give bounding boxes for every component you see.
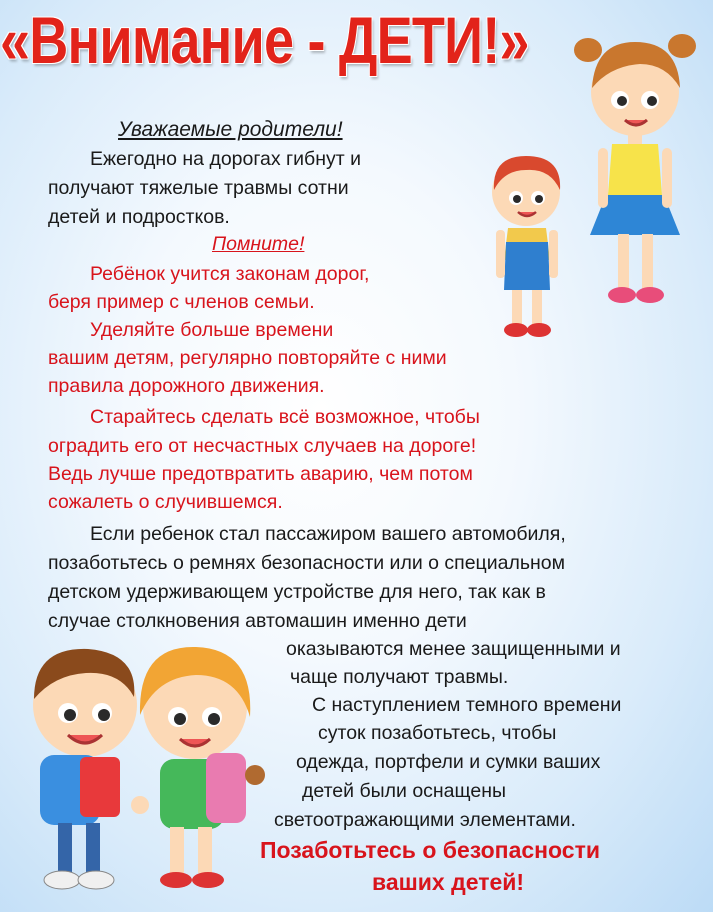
advice-line: Уделяйте больше времени xyxy=(90,319,334,341)
advice-line: Старайтесь сделать всё возможное, чтобы xyxy=(90,406,480,428)
safety-line: детей были оснащены xyxy=(302,780,506,802)
safety-line: чаще получают травмы. xyxy=(290,666,509,688)
intro-line: детей и подростков. xyxy=(48,206,230,228)
advice-line: оградить его от несчастных случаев на дороге! xyxy=(48,435,477,457)
intro-line: Ежегодно на дорогах гибнут и xyxy=(90,148,361,170)
closing-line: ваших детей! xyxy=(372,869,525,895)
greeting: Уважаемые родители! xyxy=(118,118,343,141)
safety-line: одежда, портфели и сумки ваших xyxy=(296,751,601,773)
children-walking-figure xyxy=(10,635,275,897)
advice-line: вашим детям, регулярно повторяйте с ними xyxy=(48,347,447,369)
poster-title: «Внимание - ДЕТИ!» xyxy=(0,3,529,77)
advice-line: сожалеть о случившемся. xyxy=(48,491,283,513)
safety-line: позаботьтесь о ремнях безопасности или о специальном xyxy=(48,552,566,574)
advice-line: Ребёнок учится законам дорог, xyxy=(90,263,370,285)
remember-heading: Помните! xyxy=(212,233,305,255)
safety-line: С наступлением темного времени xyxy=(312,694,622,716)
safety-line: Если ребенок стал пассажиром вашего автомобиля, xyxy=(90,523,566,545)
safety-line: светоотражающими элементами. xyxy=(274,809,576,831)
advice-line: Ведь лучше предотвратить аварию, чем потом xyxy=(48,463,473,485)
safety-line: оказываются менее защищенными и xyxy=(286,638,621,660)
safety-line: детском удерживающем устройстве для него, так как в xyxy=(48,581,546,603)
safety-line: суток позаботьтесь, чтобы xyxy=(318,722,557,744)
intro-line: получают тяжелые травмы сотни xyxy=(48,177,349,199)
advice-line: беря пример с членов семьи. xyxy=(48,291,315,313)
closing-line: Позаботьтесь о безопасности xyxy=(260,837,600,863)
advice-line: правила дорожного движения. xyxy=(48,375,325,397)
girl-figure xyxy=(570,20,710,315)
safety-line: случае столкновения автомашин именно дети xyxy=(48,610,467,632)
boy-figure xyxy=(486,150,586,345)
